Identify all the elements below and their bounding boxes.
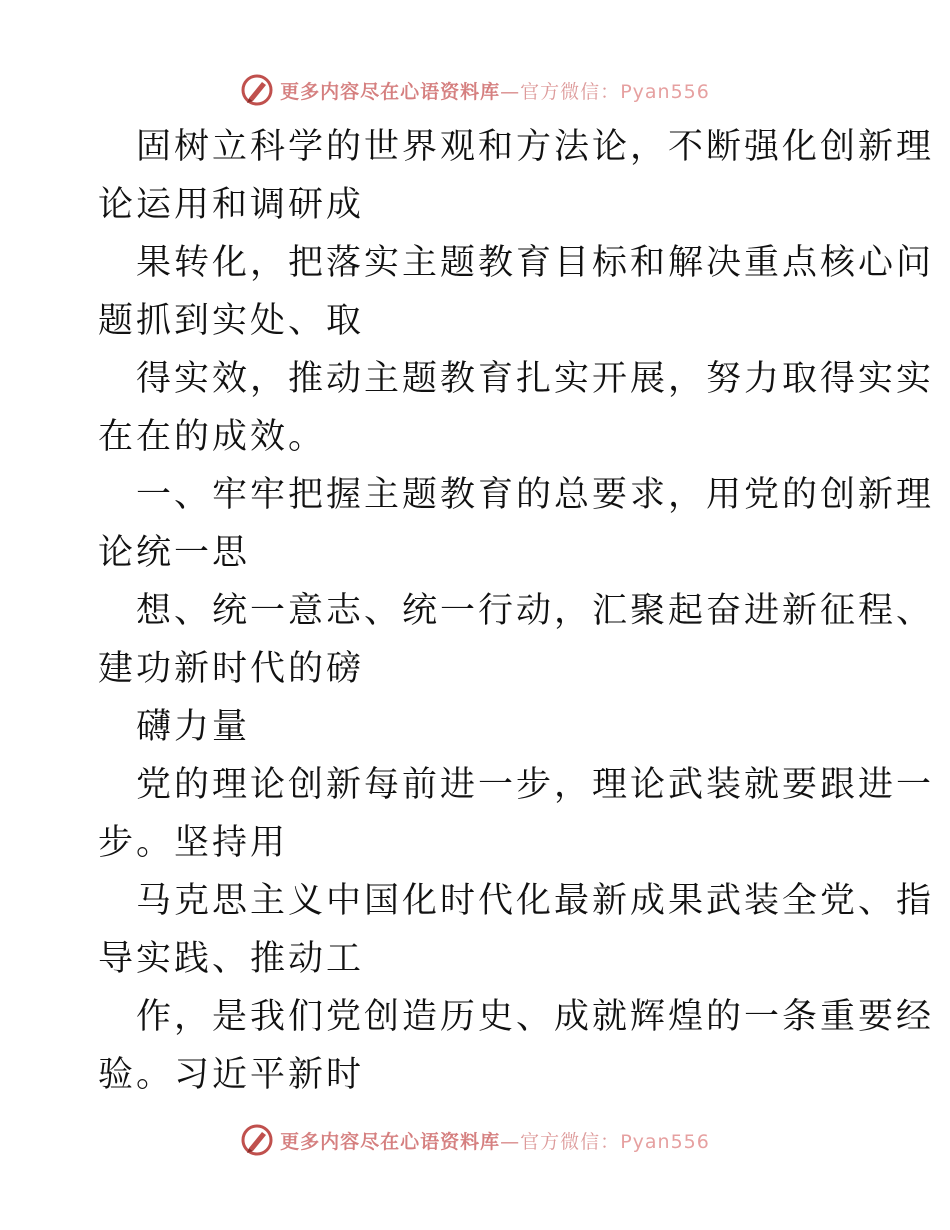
body-line: 步。坚持用 (98, 823, 289, 863)
body-line: 党的理论创新每前进一步，理论武装就要跟进一 (136, 765, 935, 805)
body-line: 固树立科学的世界观和方法论，不断强化创新理 (136, 127, 935, 167)
document-body (98, 118, 935, 1104)
body-line: 一、牢牢把握主题教育的总要求，用党的创新理 (136, 475, 935, 515)
body-line: 礴力量 (136, 707, 251, 747)
footer-site-text: 更多内容尽在心语资料库 (280, 1130, 501, 1153)
footer-watermark-banner (0, 1120, 950, 1160)
footer-wechat-label: 官方微信： (520, 1130, 621, 1153)
body-line: 在在的成效。 (98, 417, 327, 457)
header-banner-text (280, 77, 710, 104)
body-line: 马克思主义中国化时代化最新成果武装全党、指 (136, 881, 935, 921)
body-line: 导实践、推动工 (98, 939, 365, 979)
header-dash: — (500, 80, 521, 103)
body-line: 想、统一意志、统一行动，汇聚起奋进新征程、 (136, 591, 935, 631)
body-line: 题抓到实处、取 (98, 301, 365, 341)
pen-logo-icon (240, 1123, 274, 1157)
pen-logo-icon (240, 73, 274, 107)
body-line: 作，是我们党创造历史、成就辉煌的一条重要经 (136, 997, 935, 1037)
body-line: 论运用和调研成 (98, 185, 365, 225)
body-line: 果转化，把落实主题教育目标和解决重点核心问 (136, 243, 935, 283)
body-line: 论统一思 (98, 533, 251, 573)
body-line: 验。习近平新时 (98, 1055, 365, 1095)
footer-banner-text (280, 1127, 710, 1154)
header-wechat-label: 官方微信： (520, 80, 621, 103)
header-site-text: 更多内容尽在心语资料库 (280, 80, 501, 103)
header-wechat-id: Pyan556 (620, 80, 710, 103)
header-watermark-banner (0, 70, 950, 110)
footer-wechat-id: Pyan556 (620, 1130, 710, 1153)
footer-dash: — (500, 1130, 521, 1153)
body-line: 建功新时代的磅 (98, 649, 365, 689)
body-line: 得实效，推动主题教育扎实开展，努力取得实实 (136, 359, 935, 399)
